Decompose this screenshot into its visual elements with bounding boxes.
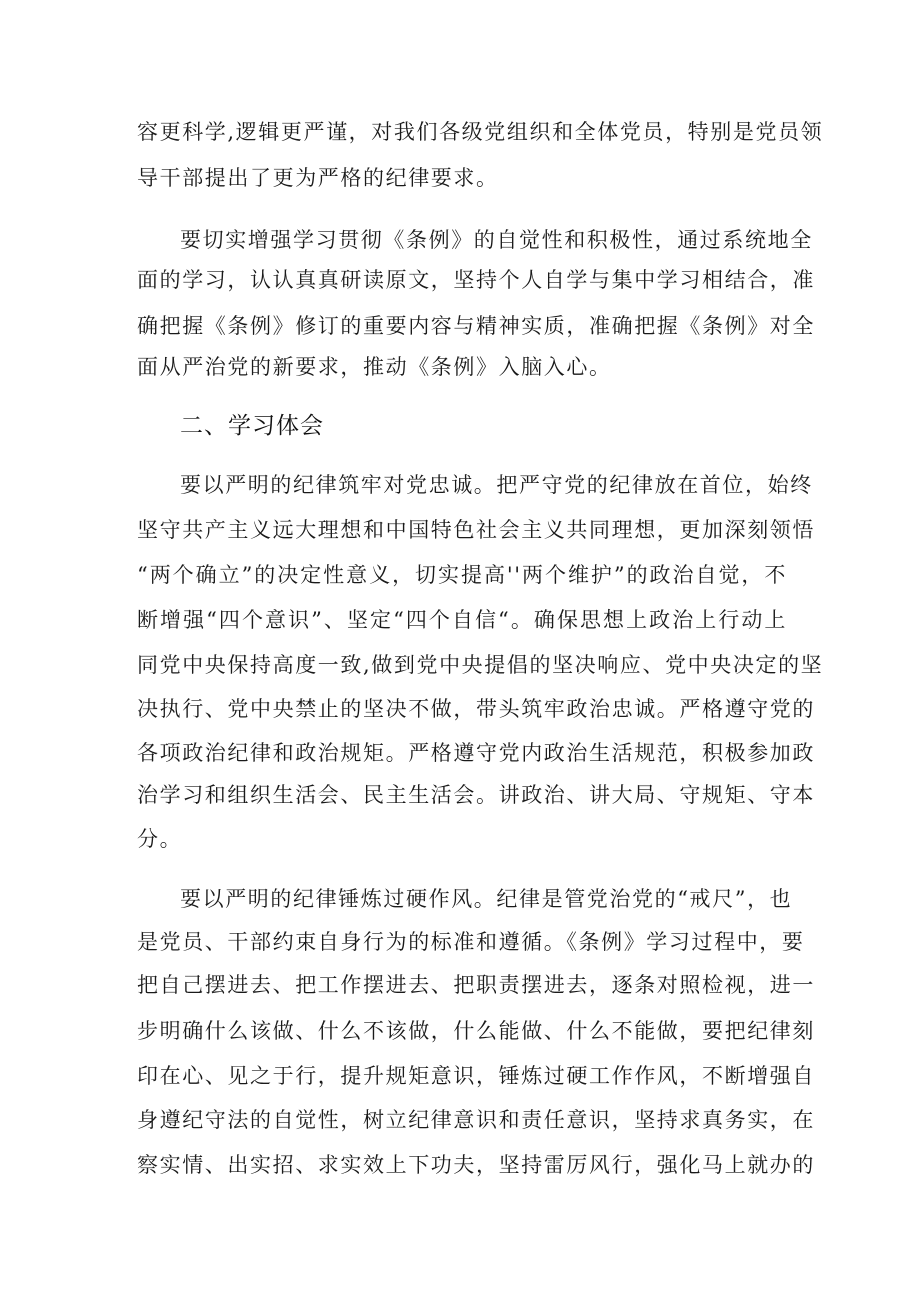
- paragraph-line: 察实情、出实招、求实效上下功夫，坚持雷厉风行，强化马上就办的: [137, 1153, 815, 1177]
- paragraph-line: 确把握《条例》修订的重要内容与精神实质，准确把握《条例》对全: [137, 314, 815, 338]
- paragraph-line: 坚守共产主义远大理想和中国特色社会主义共同理想，更加深刻领悟: [137, 518, 815, 542]
- paragraph-line: 治学习和组织生活会、民主生活会。讲政治、讲大局、守规矩、守本: [137, 783, 815, 807]
- paragraph-line: 容更科学,逻辑更严谨，对我们各级党组织和全体党员，特别是党员领: [137, 120, 824, 144]
- paragraph-line: 身遵纪守法的自觉性，树立纪律意识和责任意识，坚持求真务实，在: [137, 1108, 815, 1132]
- paragraph-line: 面的学习，认认真真研读原文，坚持个人自学与集中学习相结合，准: [137, 268, 815, 292]
- paragraph-line: 导干部提出了更为严格的纪律要求。: [137, 166, 499, 190]
- paragraph-line: 面从严治党的新要求，推动《条例》入脑入心。: [137, 355, 612, 379]
- paragraph-line: 把自己摆进去、把工作摆进去、把职责摆进去，逐条对照检视，进一: [137, 973, 815, 997]
- paragraph-line: 步明确什么该做、什么不该做，什么能做、什么不能做，要把纪律刻: [137, 1019, 815, 1043]
- section-heading: 二、学习体会: [180, 413, 324, 439]
- paragraph-line: 是党员、干部约束自身行为的标准和遵循。《条例》学习过程中，要: [137, 930, 805, 954]
- paragraph-line: 分。: [137, 827, 183, 851]
- paragraph-line: 印在心、见之于行，提升规矩意识，锤炼过硬工作作风，不断增强自: [137, 1064, 815, 1088]
- paragraph-line: 决执行、党中央禁止的坚决不做，带头筑牢政治忠诚。严格遵守党的: [137, 697, 815, 721]
- paragraph-line: 要切实增强学习贯彻《条例》的自觉性和积极性，通过系统地全: [180, 228, 813, 252]
- paragraph-line: 要以严明的纪律筑牢对党忠诚。把严守党的纪律放在首位，始终: [180, 473, 813, 497]
- paragraph-line: 要以严明的纪律锤炼过硬作风。纪律是管党治党的“戒尺”，也: [180, 887, 793, 911]
- paragraph-line: 断增强“四个意识”、坚定“四个自信“。确保思想上政治上行动上: [137, 608, 787, 632]
- paragraph-line: 各项政治纪律和政治规矩。严格遵守党内政治生活规范，积极参加政: [137, 741, 815, 765]
- paragraph-line: “两个确立”的决定性意义，切实提高''两个维护”的政治自觉，不: [137, 563, 787, 587]
- paragraph-line: 同党中央保持高度一致,做到党中央提倡的坚决响应、党中央决定的坚: [137, 653, 824, 677]
